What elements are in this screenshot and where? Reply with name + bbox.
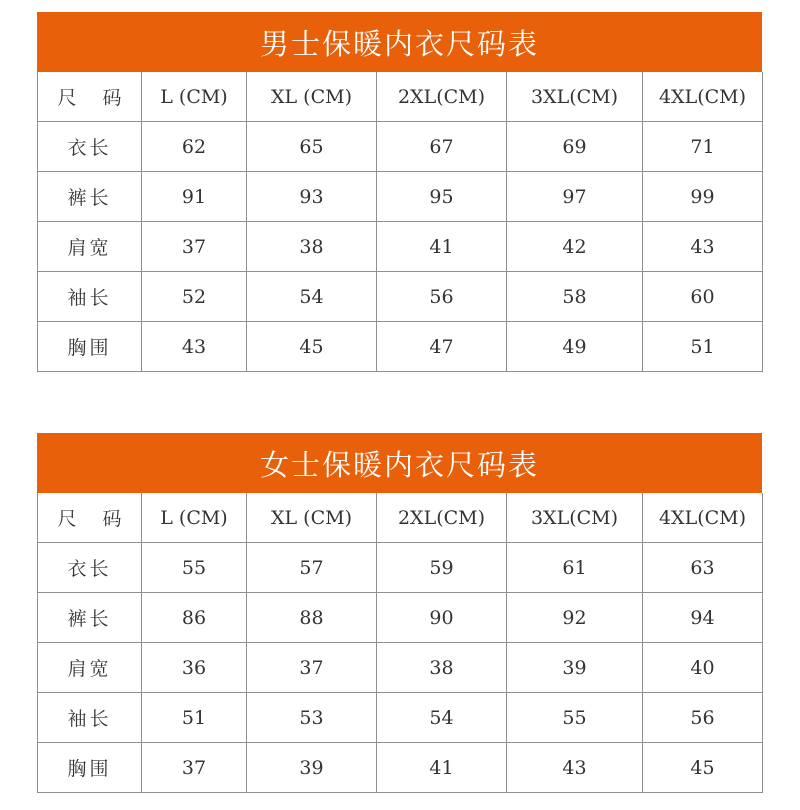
header-row: [38, 72, 763, 122]
table-cell: 43: [142, 322, 247, 372]
table-cell: 39: [507, 643, 643, 693]
table-cell: 54: [247, 272, 377, 322]
size-header-4xl: 4XL(CM): [643, 72, 763, 122]
table-cell: 57: [247, 543, 377, 593]
size-header-3xl: 3XL(CM): [507, 72, 643, 122]
table-row: [38, 272, 763, 322]
table-cell: 54: [377, 693, 507, 743]
size-header-xl: XL (CM): [247, 72, 377, 122]
table-cell: 71: [643, 122, 763, 172]
row-label: 胸围: [38, 322, 142, 372]
table-cell: 92: [507, 593, 643, 643]
table-cell: 38: [377, 643, 507, 693]
table-row: [38, 122, 763, 172]
table-row: [38, 593, 763, 643]
table-cell: 36: [142, 643, 247, 693]
table-cell: 37: [142, 222, 247, 272]
size-header-4xl: 4XL(CM): [643, 493, 763, 543]
table-cell: 61: [507, 543, 643, 593]
size-header-xl: XL (CM): [247, 493, 377, 543]
row-label: 肩宽: [38, 222, 142, 272]
table-row: [38, 172, 763, 222]
table-cell: 55: [507, 693, 643, 743]
table-row: [38, 543, 763, 593]
table-cell: 37: [142, 743, 247, 793]
row-label: 肩宽: [38, 643, 142, 693]
table-cell: 59: [377, 543, 507, 593]
row-label: 衣长: [38, 122, 142, 172]
table-cell: 58: [507, 272, 643, 322]
table-row: [38, 322, 763, 372]
row-label: 袖长: [38, 693, 142, 743]
men-size-table: [37, 12, 762, 372]
table-row: [38, 693, 763, 743]
table-cell: 94: [643, 593, 763, 643]
table-cell: 51: [643, 322, 763, 372]
table-cell: 67: [377, 122, 507, 172]
table-cell: 43: [643, 222, 763, 272]
table-cell: 95: [377, 172, 507, 222]
table-cell: 99: [643, 172, 763, 222]
table-cell: 41: [377, 743, 507, 793]
table-cell: 40: [643, 643, 763, 693]
table-cell: 93: [247, 172, 377, 222]
row-label: 裤长: [38, 593, 142, 643]
table-cell: 63: [643, 543, 763, 593]
row-label: 衣长: [38, 543, 142, 593]
table-cell: 69: [507, 122, 643, 172]
men-table-title: 男士保暖内衣尺码表: [37, 12, 762, 72]
table-cell: 65: [247, 122, 377, 172]
table-cell: 88: [247, 593, 377, 643]
women-size-table: [37, 433, 762, 793]
table-cell: 38: [247, 222, 377, 272]
table-cell: 97: [507, 172, 643, 222]
table-cell: 90: [377, 593, 507, 643]
size-header-2xl: 2XL(CM): [377, 493, 507, 543]
size-header-2xl: 2XL(CM): [377, 72, 507, 122]
table-row: [38, 222, 763, 272]
table-cell: 39: [247, 743, 377, 793]
men-size-grid: [37, 72, 763, 372]
corner-label: 尺 码: [38, 493, 142, 543]
table-cell: 49: [507, 322, 643, 372]
row-label: 胸围: [38, 743, 142, 793]
size-header-l: L (CM): [142, 493, 247, 543]
table-cell: 47: [377, 322, 507, 372]
header-row: [38, 493, 763, 543]
table-cell: 56: [643, 693, 763, 743]
table-cell: 43: [507, 743, 643, 793]
table-cell: 56: [377, 272, 507, 322]
women-table-title: 女士保暖内衣尺码表: [37, 433, 762, 493]
women-size-grid: [37, 493, 763, 793]
row-label: 袖长: [38, 272, 142, 322]
table-cell: 91: [142, 172, 247, 222]
table-cell: 45: [247, 322, 377, 372]
size-header-3xl: 3XL(CM): [507, 493, 643, 543]
row-label: 裤长: [38, 172, 142, 222]
table-row: [38, 643, 763, 693]
size-header-l: L (CM): [142, 72, 247, 122]
table-cell: 37: [247, 643, 377, 693]
corner-label: 尺 码: [38, 72, 142, 122]
table-cell: 60: [643, 272, 763, 322]
table-cell: 53: [247, 693, 377, 743]
table-row: [38, 743, 763, 793]
table-cell: 42: [507, 222, 643, 272]
table-cell: 86: [142, 593, 247, 643]
table-cell: 41: [377, 222, 507, 272]
table-cell: 51: [142, 693, 247, 743]
table-cell: 62: [142, 122, 247, 172]
table-cell: 45: [643, 743, 763, 793]
table-cell: 55: [142, 543, 247, 593]
table-cell: 52: [142, 272, 247, 322]
